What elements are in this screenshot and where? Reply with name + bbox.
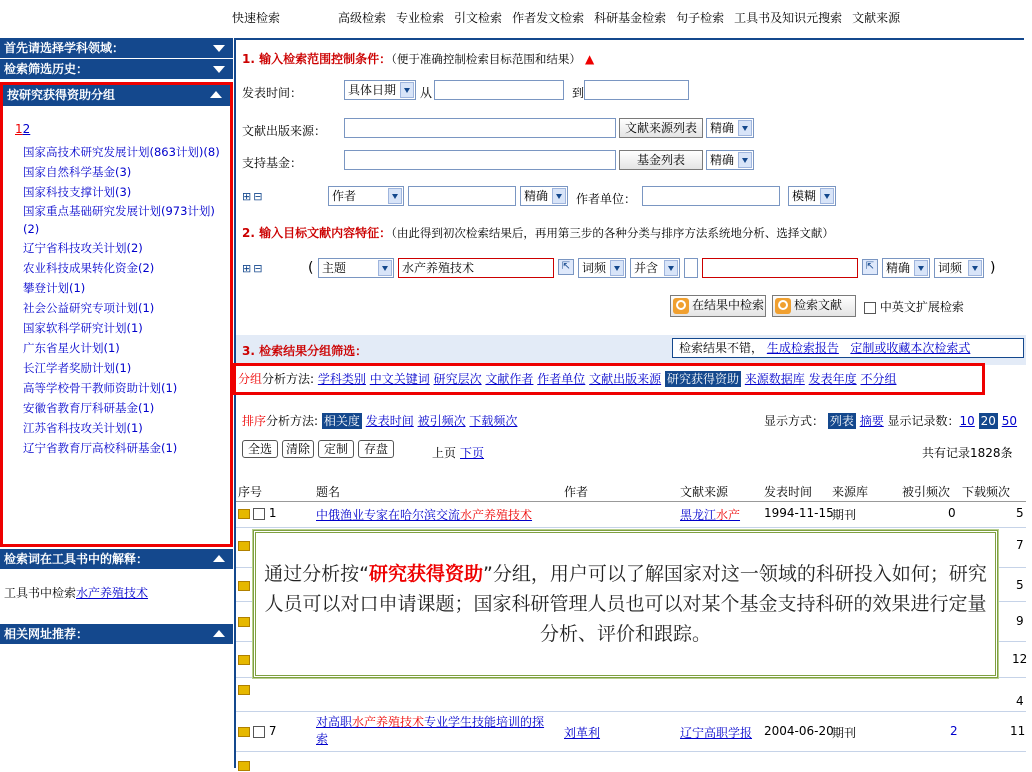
subject-title: 首先请选择学科领域： [4,41,125,55]
history-header[interactable] [0,59,233,80]
date-type-value: 具体日期 [348,83,397,97]
total-records: 共有记录1828条 [922,446,1013,460]
history-title: 检索筛选历史： [4,62,89,76]
col-date: 发表时间 [764,485,813,499]
funding-item[interactable]: 安徽省教育厅科研基金(1) [23,401,155,415]
feedback-text: 检索结果不错， [679,341,764,355]
document-icon [238,509,250,519]
dropdown-arrow-icon [610,260,624,276]
funding-item[interactable]: 江苏省科技攻关计划(1) [23,421,143,435]
collapse-up-icon [213,630,225,637]
related-header[interactable] [0,624,233,645]
keyword-value: 水产养殖技术 [402,261,475,275]
row-download: 7 [1016,538,1024,552]
tool-prefix: 工具书中检索 [4,586,77,600]
step1-hint: （便于准确控制检索目标范围和结果） [391,52,581,66]
col-cited: 被引频次 [902,485,951,499]
row-no: 1 [268,506,277,520]
row-author-link[interactable]: 刘革利 [564,726,601,740]
group-author[interactable]: 文献作者 [485,372,534,386]
save-query-link[interactable]: 定制或收藏本次检索式 [850,341,971,355]
sort-prefix-red: 排序 [242,414,267,428]
row-checkbox[interactable] [253,726,265,738]
search-in-results-button[interactable] [670,295,766,317]
nav-author-search[interactable]: 作者发文检索 [512,10,585,25]
title-part: 中俄渔业专家在哈尔滨交流 [316,508,461,522]
row-download: 5 [1016,578,1024,592]
group-level[interactable]: 研究层次 [433,372,482,386]
to-label: 到 [572,86,585,100]
row-source-link[interactable] [680,506,740,523]
dropdown-arrow-icon [968,260,982,276]
cn-en-expand[interactable] [864,298,964,315]
col-db: 来源库 [832,485,869,499]
add-remove-row-icon[interactable]: ⊞⊟ [242,190,265,203]
date-type-select[interactable] [344,80,416,100]
row-marker [238,682,253,696]
collapse-down-icon [213,66,225,73]
tool-header[interactable] [0,549,233,570]
dropdown-arrow-icon [820,188,834,204]
funding-item[interactable]: 广东省星火计划(1) [23,341,120,355]
page-1-link[interactable]: 1 [15,122,23,136]
document-icon [238,727,250,737]
row-select[interactable] [238,506,276,520]
fund-input[interactable] [344,150,616,170]
author-match-select[interactable] [520,186,568,206]
table-header [236,480,1026,502]
row-marker [238,578,253,592]
collapse-down-icon [213,45,225,52]
nav-fund-search[interactable]: 科研基金检索 [594,10,667,25]
content-field-value: 主题 [322,261,347,275]
funding-item[interactable]: 国家科技支撑计划(3) [23,185,132,199]
funding-pagination [3,106,230,136]
match2-value: 精确 [886,261,911,275]
dropdown-arrow-icon [400,82,414,98]
title-highlight: 水产养殖技术 [352,715,425,729]
col-download: 下载频次 [962,485,1011,499]
fund-match-select[interactable] [706,150,754,170]
source-highlight: 水产 [716,508,741,522]
logic-value: 并含 [634,261,659,275]
group-keyword[interactable]: 中文关键词 [369,372,430,386]
row-checkbox[interactable] [253,508,265,520]
col-title: 题名 [316,485,341,499]
group-database[interactable]: 来源数据库 [744,372,805,386]
search-button-label: 检索文献 [794,298,843,312]
sort-options [242,412,517,429]
match2-select[interactable] [882,258,930,278]
callout-post: ”分组，用户可以了解国家对这一领域的科研投入如何；研究人员可以对口申请课题；国家科研管理人员也可以对某个基金支持科研的效果进行定量分析、评价和跟踪。 [264,563,987,645]
fund-match-value: 精确 [710,153,735,167]
source-match-value: 精确 [710,121,735,135]
row-marker [238,652,253,666]
display-list-selected[interactable]: 列表 [829,414,854,428]
row-source-link[interactable]: 辽宁高职学报 [680,726,753,740]
document-icon [238,685,250,695]
funding-item[interactable]: 辽宁省教育厅高校科研基金(1) [23,441,178,455]
source-label: 文献出版来源： [242,124,327,138]
unit-match-value: 模糊 [792,189,817,203]
source-input[interactable] [344,118,616,138]
table-row [236,502,1026,528]
row-download: 9 [1016,614,1024,628]
search-icon [673,298,689,314]
author-field-value: 作者 [332,189,357,203]
row-title-link[interactable] [316,506,532,523]
display-abstract[interactable]: 摘要 [859,414,884,428]
row-download: 5 [1016,506,1024,520]
sort-date[interactable]: 发表时间 [365,414,414,428]
funding-item[interactable]: 国家重点基础研究发展计划(973计划)(2) [23,204,215,236]
document-icon [238,541,250,551]
tool-section [0,549,233,624]
row-db: 期刊 [832,726,857,740]
fund-label: 支持基金： [242,156,303,170]
collapse-up-icon [210,91,222,98]
group-unit[interactable]: 作者单位 [537,372,586,386]
table-row-partial [236,752,1026,772]
col-no: 序号 [238,485,263,499]
annotation-callout [253,530,998,678]
group-source[interactable]: 文献出版来源 [589,372,662,386]
step2-title-text: 2. 输入目标文献内容特征： [242,226,392,240]
subject-header[interactable] [0,38,233,59]
step1-title [242,50,1032,67]
row-title-link[interactable] [316,714,556,748]
display-label: 显示方式： [764,414,825,428]
row-cited[interactable]: 2 [950,724,958,738]
nav-quick-search[interactable]: 快速检索 [232,10,281,25]
count-10[interactable]: 10 [959,414,975,428]
step2-hint: （由此得到初次检索结果后，再用第三步的各种分类与排序方法系统地分析、选择文献） [391,226,834,240]
author-field-select[interactable] [328,186,404,206]
document-icon [238,761,250,771]
content-field-select[interactable] [318,258,394,278]
source-match-select[interactable] [706,118,754,138]
report-link[interactable]: 生成检索报告 [766,341,839,355]
sort-cited[interactable]: 被引频次 [417,414,466,428]
sort-relevance-selected[interactable]: 相关度 [323,414,360,428]
row-marker [238,614,253,628]
from-label: 从 [420,86,433,100]
clear-button[interactable]: 清除 [282,440,314,458]
sidebar [0,38,233,768]
select-all-button[interactable]: 全选 [242,440,278,458]
custom-button[interactable]: 定制 [318,440,354,458]
row-db: 期刊 [832,508,857,522]
nav-cite-search[interactable]: 引文检索 [454,10,503,25]
expand-icon[interactable]: ⇱ [558,259,574,275]
title-highlight: 水产养殖技术 [460,508,533,522]
group-prefix-red: 分组 [238,372,263,386]
row-select[interactable] [238,724,276,738]
close-paren: ) [990,260,996,276]
table-row [236,678,1026,712]
document-icon [238,617,250,627]
funding-item[interactable]: 社会公益研究专项计划(1) [23,301,155,315]
nav-advanced-search[interactable]: 高级检索 [338,10,387,25]
tool-body [0,570,233,624]
group-year[interactable]: 发表年度 [808,372,857,386]
funding-item[interactable]: 辽宁省科技攻关计划(2) [23,241,143,255]
count-50[interactable]: 50 [1001,414,1018,428]
author-match-value: 精确 [524,189,549,203]
tool-title: 检索词在工具书中的解释： [4,552,149,566]
nav-sentence-search[interactable]: 句子检索 [676,10,725,25]
funding-header[interactable] [3,85,230,106]
author-unit-input[interactable] [642,186,780,206]
freq-select[interactable] [578,258,626,278]
callout-text [256,533,995,649]
sort-download[interactable]: 下载频次 [469,414,518,428]
expand-icon[interactable]: ⇱ [862,259,878,275]
funding-group-panel [0,82,233,547]
dropdown-arrow-icon [738,152,752,168]
fund-list-button[interactable]: 基金列表 [619,150,703,170]
funding-item[interactable]: 长江学者奖励计划(1) [23,361,132,375]
source-list-button[interactable]: 文献来源列表 [619,118,703,138]
dropdown-arrow-icon [388,188,402,204]
sort-prefix: 分析方法: [266,414,319,428]
author-input[interactable] [408,186,516,206]
funding-item[interactable]: 高等学校骨干教师资助计划(1) [23,381,178,395]
search-button[interactable] [772,295,856,317]
col-author: 作者 [564,485,589,499]
count-20-selected[interactable]: 20 [980,414,996,428]
funding-list [3,136,230,458]
dropdown-arrow-icon [552,188,566,204]
second-field-select[interactable] [684,258,698,278]
search-icon [775,298,791,314]
dropdown-arrow-icon [738,120,752,136]
top-nav [232,0,1024,34]
funding-item[interactable]: 国家自然科学基金(3) [23,165,132,179]
page-2-link[interactable]: 2 [22,122,31,136]
title-part: 专业学生技能培训的探索 [316,715,545,746]
group-analysis-bar [233,363,985,395]
related-title: 相关网址推荐： [4,627,89,641]
count-label: 显示记录数： [887,414,960,428]
group-none[interactable]: 不分组 [860,372,897,386]
funding-item[interactable]: 国家软科学研究计划(1) [23,321,143,335]
date-label: 发表时间： [242,86,303,100]
callout-pre: 通过分析按“ [264,563,369,585]
dropdown-arrow-icon [664,260,678,276]
open-paren: ( [308,260,314,276]
row-marker [238,538,253,552]
row-no: 7 [268,724,277,738]
group-prefix: 分析方法: [262,372,315,386]
dropdown-arrow-icon [914,260,928,276]
display-options [764,412,1017,429]
step1-title-text: 1. 输入检索范围控制条件： [242,52,392,66]
author-unit-label: 作者单位： [576,192,637,206]
nav-pro-search[interactable]: 专业检索 [396,10,445,25]
cn-en-label: 中英文扩展检索 [879,300,964,314]
freq2-select[interactable] [934,258,984,278]
document-icon [238,581,250,591]
document-icon [238,655,250,665]
step3-title: 3. 检索结果分组筛选： [242,344,368,358]
row-date: 1994-11-15 [764,506,834,520]
callout-highlight: 研究获得资助 [368,563,483,585]
row-marker [238,758,253,772]
next-page-link[interactable]: 下页 [460,446,485,460]
search-in-results-label: 在结果中检索 [692,298,765,312]
funding-item[interactable]: 农业科技成果转化资金(2) [23,261,155,275]
unit-match-select[interactable] [788,186,836,206]
group-funding-selected[interactable]: 研究获得资助 [666,372,739,386]
tool-keyword-link[interactable]: 水产养殖技术 [76,586,149,600]
funding-item[interactable]: 国家高技术研究发展计划(863计划)(8) [23,145,220,159]
keyword-input[interactable] [398,258,554,278]
col-source: 文献来源 [680,485,729,499]
table-row [236,712,1026,752]
freq2-value: 词频 [938,261,963,275]
row-download: 12 [1012,652,1028,666]
collapse-up-icon [213,555,225,562]
feedback-box [672,338,1024,358]
logic-select[interactable] [630,258,680,278]
nav-source[interactable]: 文献来源 [852,10,901,25]
nav-tool-search[interactable]: 工具书及知识元搜索 [734,10,843,25]
keyword2-input[interactable] [702,258,858,278]
title-part: 对高职 [316,715,353,729]
checkbox[interactable] [864,302,876,314]
prev-page: 上页 [432,446,457,460]
freq-value: 词频 [582,261,607,275]
funding-item[interactable]: 攀登计划(1) [23,281,86,295]
row-download: 11 [1010,724,1026,738]
caret-up-icon[interactable]: ▲ [585,52,595,66]
date-from-input[interactable] [434,80,564,100]
row-date: 2004-06-20 [764,724,834,738]
row-cited: 0 [948,506,956,520]
row-download: 4 [1016,694,1024,708]
date-to-input[interactable] [584,80,689,100]
group-subject[interactable]: 学科类别 [317,372,366,386]
add-remove-row-icon[interactable]: ⊞⊟ [242,262,265,275]
source-part: 黑龙江 [680,508,717,522]
save-button[interactable]: 存盘 [358,440,394,458]
dropdown-arrow-icon [378,260,392,276]
step2-title [242,224,1032,241]
funding-title: 按研究获得资助分组 [7,88,116,102]
